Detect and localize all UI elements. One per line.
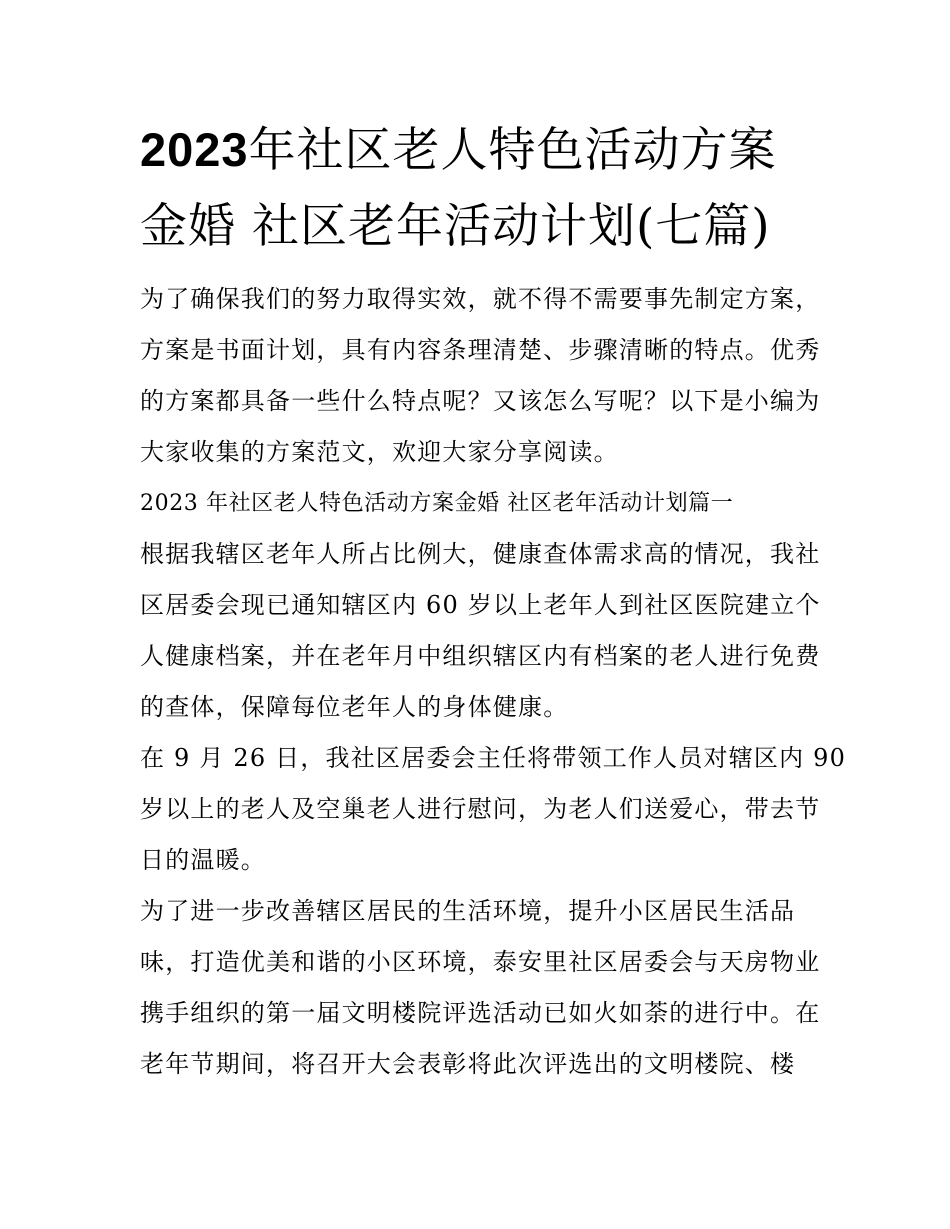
paragraph-line: 根据我辖区老年人所占比例大，健康查体需求高的情况，我社 bbox=[140, 540, 821, 568]
paragraph-line: 为了确保我们的努力取得实效，就不得不需要事先制定方案， bbox=[140, 285, 821, 313]
paragraph-line: 岁以上的老人及空巢老人进行慰问，为老人们送爱心，带去节 bbox=[140, 795, 821, 823]
paragraph-line: 的查体，保障每位老年人的身体健康。 bbox=[140, 693, 569, 721]
paragraph-line: 味，打造优美和谐的小区环境，泰安里社区居委会与天房物业 bbox=[140, 948, 821, 976]
paragraph-line: 大家收集的方案范文，欢迎大家分享阅读。 bbox=[140, 438, 619, 466]
paragraph-line: 老年节期间，将召开大会表彰将此次评选出的文明楼院、楼 bbox=[140, 1050, 796, 1078]
title-line-2 bbox=[140, 189, 820, 265]
paragraph-line: 的方案都具备一些什么特点呢？又该怎么写呢？以下是小编为 bbox=[140, 387, 821, 415]
section-heading: 2023 年社区老人特色活动方案金婚 社区老年活动计划篇一 bbox=[140, 491, 734, 516]
paragraph-line: 为了进一步改善辖区居民的生活环境，提升小区居民生活品 bbox=[140, 897, 796, 925]
paragraph-line: 携手组织的第一届文明楼院评选活动已如火如荼的进行中。在 bbox=[140, 999, 821, 1027]
title-text: 金婚 社区老年活动计划(七篇) bbox=[140, 199, 771, 254]
title-year: 2023 bbox=[140, 123, 249, 176]
paragraph-line: 方案是书面计划，具有内容条理清楚、步骤清晰的特点。优秀 bbox=[140, 336, 821, 364]
paragraph-line: 人健康档案，并在老年月中组织辖区内有档案的老人进行免费 bbox=[140, 642, 821, 670]
document-body bbox=[140, 274, 847, 1090]
paragraph-line: 日的温暖。 bbox=[140, 846, 266, 874]
paragraph-line: 在 9 月 26 日，我社区居委会主任将带领工作人员对辖区内 90 bbox=[140, 744, 847, 772]
paragraph-line: 区居委会现已通知辖区内 60 岁以上老年人到社区医院建立个 bbox=[140, 591, 821, 619]
document-title bbox=[140, 112, 820, 265]
title-text: 年社区老人特色活动方案 bbox=[248, 123, 777, 178]
title-line-1 bbox=[140, 112, 820, 189]
